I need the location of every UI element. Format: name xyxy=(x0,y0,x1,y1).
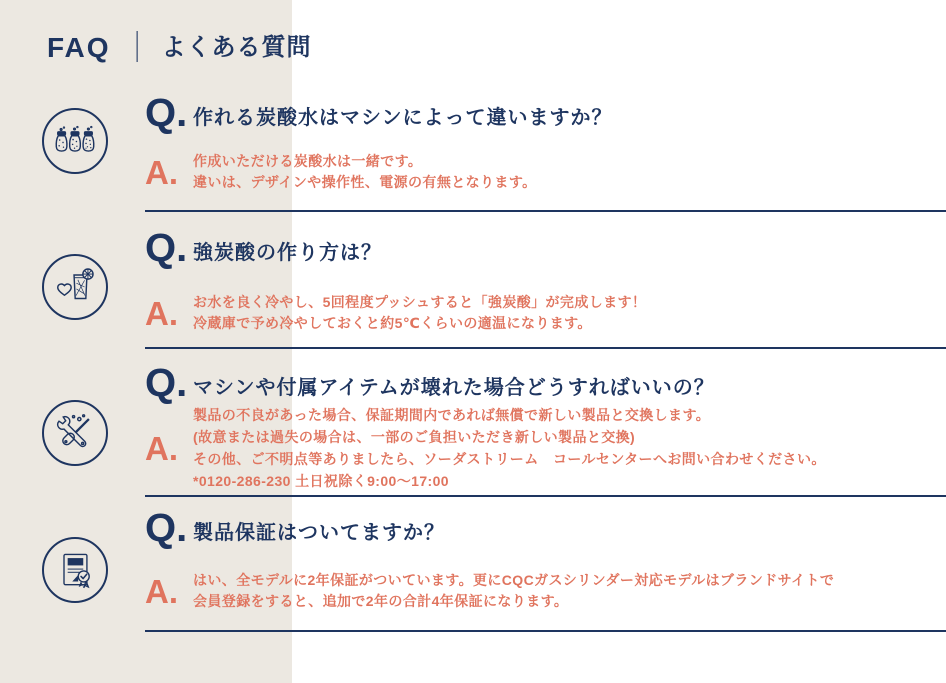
q-marker: Q. xyxy=(145,226,188,270)
answer-row xyxy=(145,570,834,612)
page-title: よくある質問 xyxy=(161,34,312,61)
question-text: マシンや付属アイテムが壊れた場合どうすればいいの？ xyxy=(193,377,715,399)
question-row xyxy=(145,226,382,270)
q-marker: Q. xyxy=(145,361,188,405)
answer-line: 冷蔵庫で予め冷やしておくと約5℃くらいの適温になります。 xyxy=(193,315,592,331)
repair-tools-icon xyxy=(42,400,108,466)
answer-text xyxy=(193,292,646,334)
section-divider xyxy=(145,495,946,497)
answer-row xyxy=(145,292,646,334)
answer-line: 会員登録をすると、追加で2年の合計4年保証になります。 xyxy=(193,593,569,609)
question-row xyxy=(145,506,445,550)
section-divider xyxy=(145,347,946,349)
question-row xyxy=(145,91,613,135)
answer-line: 製品の不良があった場合、保証期間内であれば無償で新しい製品と交換します。 xyxy=(193,407,711,423)
answer-text xyxy=(193,570,834,612)
question-text: 作れる炭酸水はマシンによって違いますか？ xyxy=(193,107,613,129)
a-marker: A. xyxy=(145,294,178,332)
warranty-certificate-icon xyxy=(42,537,108,603)
a-marker: A. xyxy=(145,572,178,610)
question-text: 製品保証はついてますか？ xyxy=(193,522,445,544)
question-row xyxy=(145,361,715,405)
a-marker: A. xyxy=(145,429,178,467)
answer-line: (故意または過失の場合は、一部のご負担いただき新しい製品と交換) xyxy=(193,429,636,445)
section-divider xyxy=(145,630,946,632)
section-divider xyxy=(145,210,946,212)
q-marker: Q. xyxy=(145,506,188,550)
answer-text xyxy=(193,151,537,193)
answer-line: お水を良く冷やし、5回程度プッシュすると「強炭酸」が完成します！ xyxy=(193,294,647,310)
answer-line: その他、ご不明点等ありましたら、ソーダストリーム コールセンターへお問い合わせください。 xyxy=(193,451,826,467)
answer-line: はい、全モデルに2年保証がついています。更にCQCガスシリンダー対応モデルはブランドサイトで xyxy=(193,572,835,588)
header-separator-bar: ｜ xyxy=(123,30,151,65)
a-marker: A. xyxy=(145,153,178,191)
answer-line: 違いは、デザインや操作性、電源の有無となります。 xyxy=(193,174,537,190)
answer-line: 作成いただける炭酸水は一緒です。 xyxy=(193,153,423,169)
q-marker: Q. xyxy=(145,91,188,135)
question-text: 強炭酸の作り方は？ xyxy=(193,242,382,264)
soda-bottles-icon xyxy=(42,108,108,174)
page-header xyxy=(47,30,312,65)
answer-row xyxy=(145,151,537,193)
answer-row xyxy=(145,404,826,492)
glass-heart-icon xyxy=(42,254,108,320)
answer-text xyxy=(193,404,826,492)
faq-logo: FAQ xyxy=(47,32,111,63)
answer-line: *0120-286-230 土日祝除く9:00〜17:00 xyxy=(193,473,449,489)
faq-content xyxy=(145,0,946,683)
